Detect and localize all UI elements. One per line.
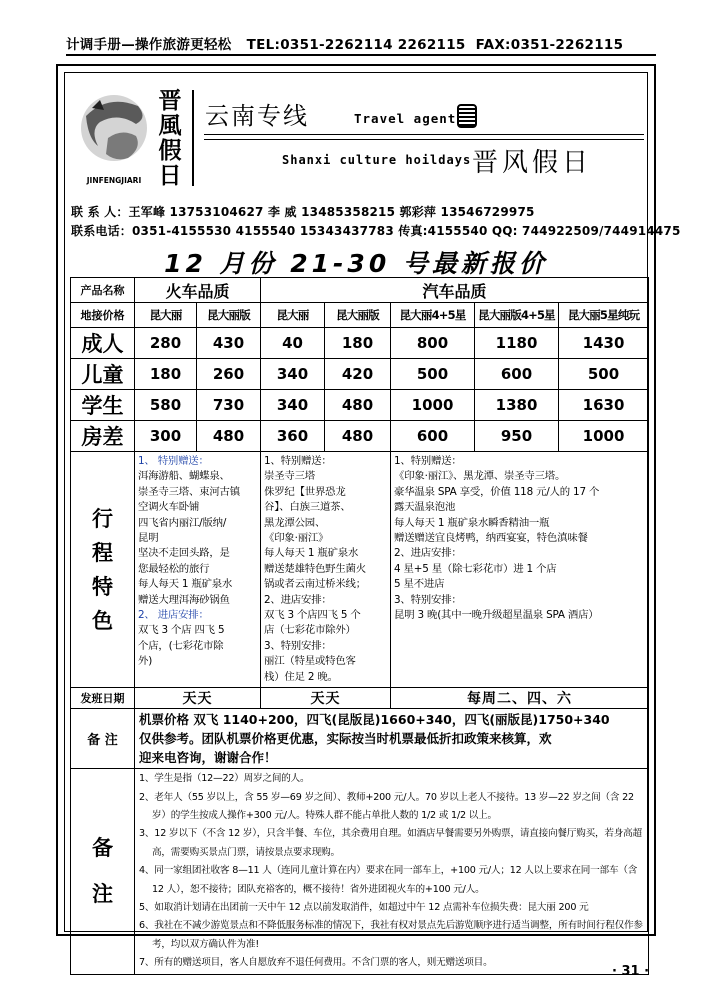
departure-value: 天天: [135, 688, 261, 709]
logo-vertical-name: [150, 88, 190, 188]
price-table: [70, 277, 649, 975]
row-label: 学生: [71, 390, 135, 421]
train-group-header: 火车品质: [135, 278, 261, 303]
contact-phones: 联系电话：0351-4155530 4155540 15343437783 传真:4155540 QQ: 744922509/744914475: [71, 224, 681, 238]
feature-line: 丽江（特星或特色客: [264, 655, 356, 668]
price-cell: 430: [197, 328, 261, 359]
feature-line: 栈）住足 2 晚。: [264, 670, 338, 683]
price-cell: 730: [197, 390, 261, 421]
term-item: 7、所有的赠送项目，客人自愿放弃不退任何费用。不含门票的客人，则无赠送项目。: [139, 957, 493, 969]
bus-group-header: 汽车品质: [261, 278, 649, 303]
features-char: 程: [92, 540, 113, 565]
price-cell: 1430: [559, 328, 649, 359]
contact-persons: 联 系 人：王军峰 13753104627 李 威 13485358215 郭彩萍 13546729975: [71, 205, 535, 219]
feature-line: 《印象·丽江》、黑龙潭、崇圣寺三塔。: [394, 470, 566, 483]
feature-line: 每人每天 1 瓶矿泉水瞬香精油一瓶: [394, 516, 550, 529]
header-fax: FAX:0351-2262115: [475, 37, 624, 53]
table-row: [71, 359, 649, 390]
notes-label: [71, 769, 135, 974]
features-char: 色: [92, 608, 113, 633]
feature-line: 崇圣寺三塔: [264, 470, 315, 483]
logo-char: 晋: [158, 87, 182, 114]
feature-line: 3、特别安排：: [394, 593, 462, 606]
price-cell: 800: [391, 328, 475, 359]
table-header-row: [71, 278, 649, 303]
logo-divider: [192, 90, 194, 186]
feature-line: 5 星不进店: [394, 578, 445, 591]
feature-line: 赠送赠送宜良烤鸭，纳西宴宴，特色滇味餐: [394, 532, 588, 545]
departure-label: 发班日期: [71, 688, 135, 709]
price-cell: 180: [135, 359, 197, 390]
logo-char: 日: [158, 162, 182, 189]
line-title: 云南专线: [205, 102, 309, 130]
feature-line: 个店，(七彩花市除: [138, 639, 224, 652]
term-item: 4、同一家组团社收客 8—11 人（连同儿童计算在内）要求在同一部车上，+100 元/人；12 人以上要求在同一部车（含 12 人），恕不接待；团队充裕客的，概不接待！省外进团视火车的+100 元/人。: [139, 865, 638, 895]
title-rule: [204, 134, 644, 135]
feature-line: 3、特别安排：: [264, 639, 332, 652]
price-cell: 480: [197, 421, 261, 452]
notes-row: [71, 769, 649, 974]
price-cell: 500: [391, 359, 475, 390]
table-row: [71, 390, 649, 421]
feature-line: 2、进店安排：: [264, 593, 332, 606]
price-cell: 340: [261, 359, 325, 390]
feature-line: 赠送楚雄特色野生菌火: [264, 562, 366, 575]
term-item: 3、12 岁以下（不含 12 岁），只含半餐、车位，其余费用自理。如酒店早餐需要另外购票，请直接向餐厅购买，若身高超高，需要购买景点门票，请按景点要求现购。: [139, 828, 642, 858]
seal-icon: [457, 104, 477, 128]
price-cell: 600: [475, 359, 559, 390]
note-line: 仅供参考。团队机票价格更优惠，实际按当时机票最低折扣政策来核算，欢: [139, 731, 552, 747]
header-slogan: 计调手册—操作旅游更轻松: [66, 37, 232, 53]
route-header: 昆大丽5星纯玩: [559, 303, 649, 328]
features-char: 特: [92, 574, 113, 599]
price-cell: 180: [325, 328, 391, 359]
row-label: 房差: [71, 421, 135, 452]
feature-line: 4 星+5 星（除七彩花市）进 1 个店: [394, 562, 557, 575]
feature-line: 空调火车卧铺: [138, 501, 200, 514]
price-cell: 280: [135, 328, 197, 359]
header-divider: [66, 54, 656, 56]
feature-line: 《印象·丽江》: [264, 532, 329, 545]
feature-line: 您最轻松的旅行: [138, 562, 210, 575]
price-cell: 1630: [559, 390, 649, 421]
feature-line: 店（七彩花市除外）: [264, 624, 356, 637]
star-features: [391, 452, 649, 688]
terms-list: [135, 769, 649, 974]
row-label: 儿童: [71, 359, 135, 390]
price-cell: 1000: [559, 421, 649, 452]
price-cell: 1380: [475, 390, 559, 421]
price-cell: 600: [391, 421, 475, 452]
remark-row: [71, 709, 649, 769]
price-cell: 1000: [391, 390, 475, 421]
feature-line: 1、 特别赠送：: [138, 455, 209, 467]
departure-value: 天天: [261, 688, 391, 709]
bus-features: [261, 452, 391, 688]
term-item: 1、学生是指（12—22）周岁之间的人。: [139, 773, 310, 785]
remark-label: 备 注: [71, 709, 135, 769]
feature-line: 2、 进店安排：: [138, 609, 209, 622]
price-cell: 480: [325, 421, 391, 452]
table-row: [71, 328, 649, 359]
route-header: 昆大丽版: [325, 303, 391, 328]
feature-line: 侏罗纪【世界恐龙: [264, 485, 346, 498]
header-bar: [66, 33, 656, 53]
note-line: 机票价格 双飞 1140+200，四飞(昆版昆)1660+340，四飞(丽版昆)1750+340: [139, 712, 610, 728]
feature-line: 1、特别赠送：: [394, 455, 462, 467]
feature-line: 谷】、白族三道茶、: [264, 501, 351, 514]
feature-line: 1、特别赠送：: [264, 455, 332, 467]
feature-line: 黑龙潭公园、: [264, 516, 326, 529]
price-cell: 950: [475, 421, 559, 452]
feature-line: 外): [138, 655, 153, 668]
feature-line: 每人每天 1 瓶矿泉水: [138, 578, 233, 591]
feature-line: 坚决不走回头路，是: [138, 547, 230, 560]
route-header: 昆大丽版: [197, 303, 261, 328]
notes-char: 备: [92, 836, 113, 861]
price-cell: 420: [325, 359, 391, 390]
price-cell: 40: [261, 328, 325, 359]
term-item: 5、如取消计划请在出团前一天中午 12 点以前发取消件，如超过中午 12 点需补车位损失费：昆大丽 200 元: [139, 901, 589, 913]
company-logo: [78, 86, 148, 186]
row-label: 成人: [71, 328, 135, 359]
logo-char: 假: [158, 137, 182, 164]
price-cell: 260: [197, 359, 261, 390]
routes-row: [71, 303, 649, 328]
feature-line: 露天温泉泡池: [394, 501, 456, 514]
product-label: 产品名称: [71, 278, 135, 303]
route-header: 昆大丽: [135, 303, 197, 328]
price-cell: 1180: [475, 328, 559, 359]
price-cell: 580: [135, 390, 197, 421]
feature-line: 赠送大理洱海砂锅鱼: [138, 593, 230, 606]
train-features: [135, 452, 261, 688]
feature-line: 豪华温泉 SPA 享受，价值 118 元/人的 17 个: [394, 485, 600, 498]
price-cell: 360: [261, 421, 325, 452]
departure-value: 每周二、四、六: [391, 688, 649, 709]
page-title: 12 月份 21-30 号最新报价: [164, 249, 548, 278]
company-name-cn: 晋风假日: [472, 148, 593, 178]
feature-line: 崇圣寺三塔、束河古镇: [138, 485, 240, 498]
feature-line: 2、进店安排：: [394, 547, 462, 560]
features-row: [71, 452, 649, 688]
page-number: · 31 ·: [612, 964, 650, 979]
price-label: 地接价格: [71, 303, 135, 328]
feature-line: 双飞 3 个店 四飞 5: [138, 624, 225, 637]
term-item: 6、我社在不减少游览景点和不降低服务标准的情况下，我社有权对景点先后游览顺序进行适当调整，所有时间行程仅作参考，均以双方确认件为准!: [139, 920, 643, 950]
airfare-note: [135, 709, 649, 769]
title-rule: [204, 139, 644, 140]
price-cell: 500: [559, 359, 649, 390]
logo-latin-text: JINFENGJIARI: [86, 176, 142, 185]
logo-char: 風: [158, 112, 182, 139]
price-cell: 340: [261, 390, 325, 421]
feature-line: 双飞 3 个店四飞 5 个: [264, 609, 361, 622]
company-name-en: Shanxi culture hoildays: [282, 153, 472, 167]
feature-line: 四飞省内丽江/版纳/: [138, 516, 227, 529]
header-tel: TEL:0351-2262114 2262115: [246, 37, 466, 53]
line-title-en: Travel agent: [354, 111, 457, 126]
price-cell: 300: [135, 421, 197, 452]
term-item: 2、老年人（55 岁以上，含 55 岁—69 岁之间）、教师+200 元/人。70 岁以上老人不接待。13 岁—22 岁之间（含 22 岁）的学生按成人操作+300 元/人。特殊人群不能占单批人数的 1/2 或 1/2 以上。: [139, 791, 634, 821]
feature-line: 洱海游船、蝴蝶泉、: [138, 470, 230, 483]
features-char: 行: [92, 506, 113, 531]
dragon-emblem-icon: [78, 86, 148, 186]
route-header: 昆大丽: [261, 303, 325, 328]
table-row: [71, 421, 649, 452]
price-cell: 480: [325, 390, 391, 421]
route-header: 昆大丽4+5星: [391, 303, 475, 328]
features-label: [71, 452, 135, 688]
feature-line: 每人每天 1 瓶矿泉水: [264, 547, 359, 560]
feature-line: 昆明: [138, 532, 159, 545]
note-line: 迎来电咨询，谢谢合作！: [139, 750, 277, 766]
route-header: 昆大丽版4+5星: [475, 303, 559, 328]
departure-row: [71, 688, 649, 709]
feature-line: 锅或者云南过桥米线；: [264, 578, 366, 591]
notes-char: 注: [92, 882, 113, 907]
feature-line: 昆明 3 晚(其中一晚升级超星温泉 SPA 酒店）: [394, 609, 599, 622]
